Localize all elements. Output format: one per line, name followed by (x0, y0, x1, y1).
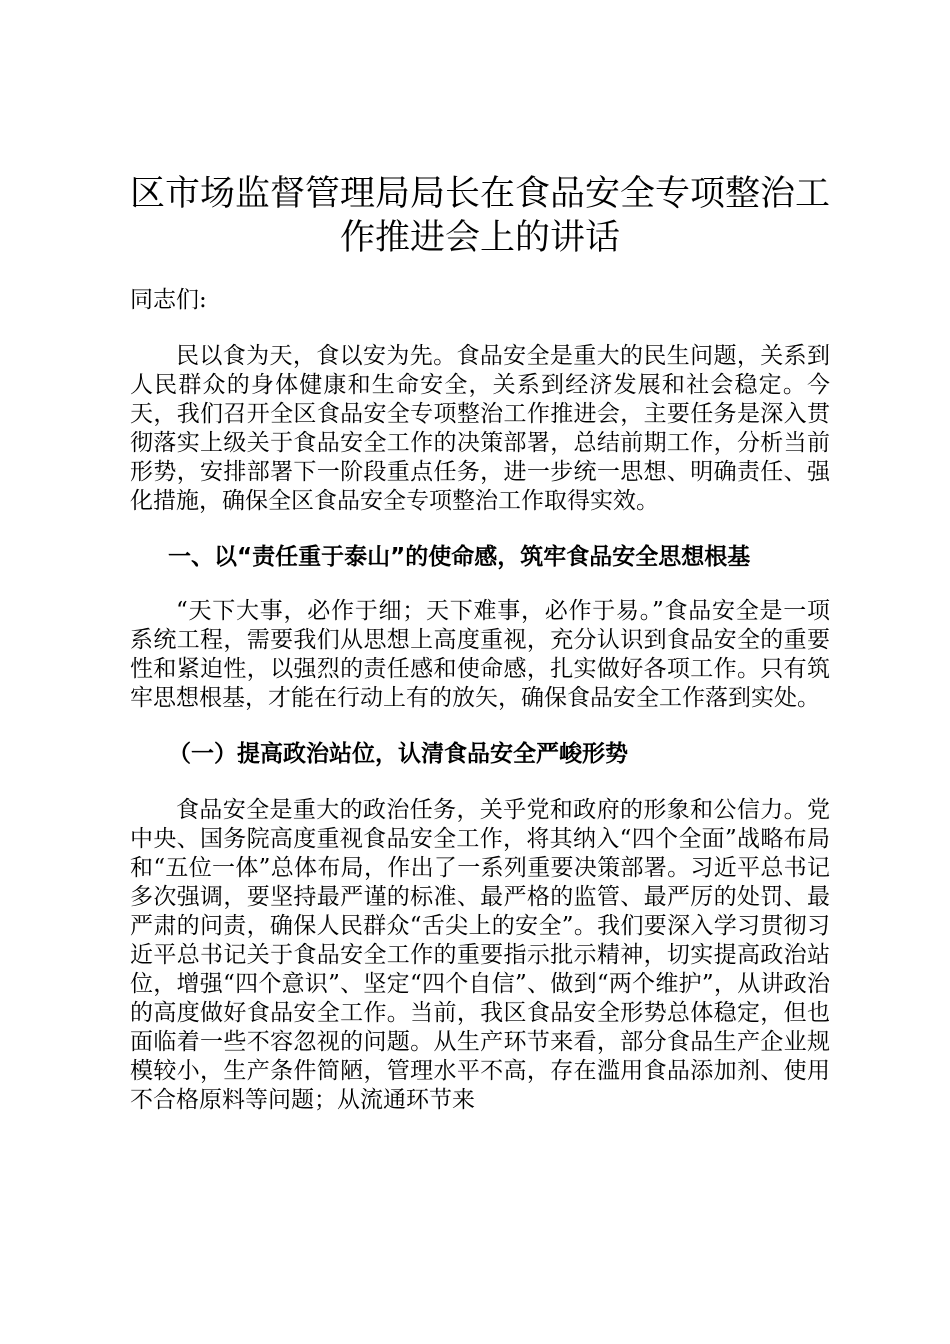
section-heading-1: 一、以“责任重于泰山”的使命感，筑牢食品安全思想根基 (168, 544, 751, 570)
document-title: 区市场监督管理局局长在食品安全专项整治工作推进会上的讲话 (130, 174, 831, 258)
subsection-heading-1: （一）提高政治站位，认清食品安全严峻形势 (168, 741, 628, 767)
salutation: 同志们: (130, 287, 207, 313)
document-page (130, 172, 830, 1115)
paragraph-subsection-1: 食品安全是重大的政治任务，关乎党和政府的形象和公信力。党中央、国务院高度重视食品安全工作，将其纳入“四个全面”战略布局和“五位一体”总体布局，作出了一系列重要决策部署。习近平总书记多次强调，要坚持最严谨的标准、最严格的监管、最严厉的处罚、最严肃的问责，确保人民群众“舌尖上的安全”。我们要深入学习贯彻习近平总书记关于食品安全工作的重要指示批示精神，切实提高政治站位，增强“四个意识”、坚定“四个自信”、做到“两个维护”，从讲政治的高度做好食品安全工作。当前，我区食品安全形势总体稳定，但也面临着一些不容忽视的问题。从生产环节来看，部分食品生产企业规模较小，生产条件简陋，管理水平不高，存在滥用食品添加剂、使用不合格原料等问题；从流通环节来 (130, 797, 830, 1113)
paragraph-intro: 民以食为天，食以安为先。食品安全是重大的民生问题，关系到人民群众的身体健康和生命安全，关系到经济发展和社会稳定。今天，我们召开全区食品安全专项整治工作推进会，主要任务是深入贯彻落实上级关于食品安全工作的决策部署，总结前期工作，分析当前形势，安排部署下一阶段重点任务，进一步统一思想、明确责任、强化措施，确保全区食品安全专项整治工作取得实效。 (130, 343, 830, 514)
paragraph-section-1: “天下大事，必作于细；天下难事，必作于易。”食品安全是一项系统工程，需要我们从思想上高度重视，充分认识到食品安全的重要性和紧迫性，以强烈的责任感和使命感，扎实做好各项工作。只有筑牢思想根基，才能在行动上有的放矢，确保食品安全工作落到实处。 (130, 598, 830, 711)
